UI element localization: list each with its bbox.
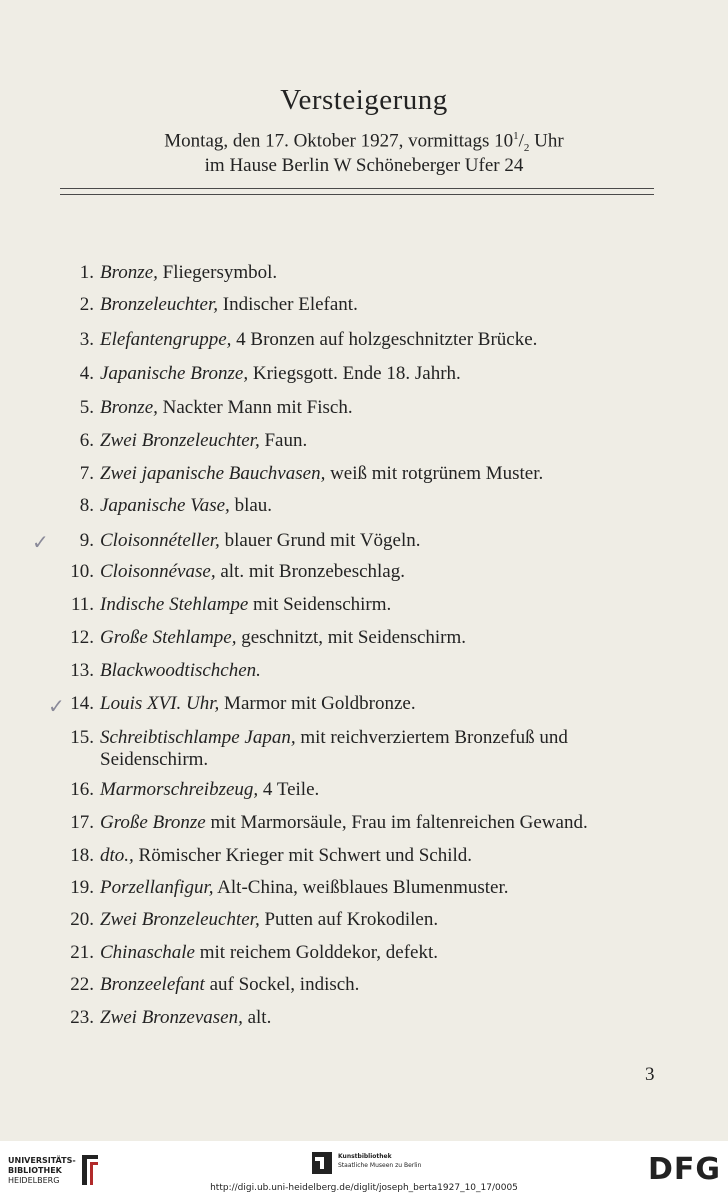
lot-item-details: Römischer Krieger mit Schwert und Schild. bbox=[133, 845, 473, 866]
library-emblem-icon bbox=[78, 1153, 102, 1187]
lot-item-name: Zwei Bronzeleuchter, bbox=[100, 430, 260, 451]
lot-description bbox=[100, 463, 660, 485]
lot-item-name: Japanische Bronze, bbox=[100, 363, 249, 384]
lot-number: 13. bbox=[70, 660, 94, 681]
lot-item-name: Bronzeelefant bbox=[100, 974, 205, 995]
lot-description bbox=[100, 561, 660, 583]
lot-item-details: Alt-China, weißblaues Blumenmuster. bbox=[213, 877, 509, 898]
kb-line2: Staatliche Museen zu Berlin bbox=[338, 1162, 422, 1169]
lot-item-details: blauer Grund mit Vögeln. bbox=[219, 530, 421, 551]
lot-description bbox=[100, 693, 660, 715]
auction-time-suffix: Uhr bbox=[529, 130, 564, 152]
auction-date-line bbox=[0, 130, 728, 154]
lot-item-details: 4 Teile. bbox=[258, 779, 320, 800]
page-title: Versteigerung bbox=[280, 84, 448, 116]
lot-number: 4. bbox=[79, 363, 94, 384]
lot-number: 3. bbox=[79, 329, 94, 350]
lot-number: 5. bbox=[79, 397, 94, 418]
lot-number: 1. bbox=[79, 262, 94, 283]
lot-item-details: blau. bbox=[229, 495, 273, 516]
lot-item-name: Große Stehlampe, bbox=[100, 627, 237, 648]
lot-description bbox=[100, 329, 660, 351]
ub-logo-line1: UNIVERSITÄTS- bbox=[8, 1156, 76, 1165]
lot-item-name: Blackwoodtischchen. bbox=[100, 660, 261, 681]
lot-item-details: mit Marmorsäule, Frau im faltenreichen Gewand. bbox=[205, 812, 588, 833]
lot-item-details: Marmor mit Goldbronze. bbox=[219, 693, 416, 714]
lot-description bbox=[100, 495, 660, 517]
lot-description bbox=[100, 594, 660, 616]
lot-item-details: weiß mit rotgrünem Muster. bbox=[325, 463, 544, 484]
lot-description bbox=[100, 363, 660, 385]
lot-description bbox=[100, 942, 660, 964]
lot-item-name: Cloisonnételler, bbox=[100, 530, 220, 551]
lot-item-name: Zwei Bronzevasen, bbox=[100, 1007, 243, 1028]
lot-item-name: Große Bronze bbox=[100, 812, 206, 833]
lot-item-name: Cloisonnévase, bbox=[100, 561, 216, 582]
divider-rule-bottom bbox=[60, 194, 654, 195]
lot-number: 18. bbox=[70, 845, 94, 866]
lot-description bbox=[100, 430, 660, 452]
lot-number: 2. bbox=[79, 294, 94, 315]
fraction-denominator: 2 bbox=[523, 142, 530, 155]
auction-date-text: Montag, den 17. Oktober 1927, vormittags 10 bbox=[164, 130, 514, 152]
lot-number: 9. bbox=[79, 530, 94, 551]
lot-item-name: Zwei japanische Bauchvasen, bbox=[100, 463, 326, 484]
source-url[interactable]: http://digi.ub.uni-heidelberg.de/diglit/joseph_berta1927_10_17/0005 bbox=[210, 1183, 518, 1193]
lot-item-details: mit reichem Golddekor, defekt. bbox=[195, 942, 438, 963]
lot-item-name: Schreibtischlampe Japan, bbox=[100, 727, 296, 748]
lot-item-details: mit reichverziertem Bronzefuß und Seidenschirm. bbox=[100, 727, 573, 770]
lot-description bbox=[100, 779, 660, 801]
ub-logo-line3: HEIDELBERG bbox=[8, 1176, 60, 1185]
divider-rule-top bbox=[60, 188, 654, 189]
ub-logo-line2: BIBLIOTHEK bbox=[8, 1166, 62, 1175]
lot-item-name: Chinaschale bbox=[100, 942, 195, 963]
dfg-logo: DFG bbox=[648, 1152, 722, 1187]
fraction-slash: / bbox=[518, 130, 524, 152]
lot-number: 16. bbox=[70, 779, 94, 800]
lot-item-name: Bronze, bbox=[100, 397, 158, 418]
lot-number: 22. bbox=[70, 974, 94, 995]
lot-number: 11. bbox=[70, 594, 94, 615]
lot-item-details: Fliegersymbol. bbox=[157, 262, 278, 283]
lot-item-details: 4 Bronzen auf holzgeschnitzter Brücke. bbox=[231, 329, 538, 350]
lot-number: 6. bbox=[79, 430, 94, 451]
kunstbibliothek-label bbox=[338, 1152, 421, 1170]
lot-description bbox=[100, 845, 660, 867]
pencil-check-mark: ✓ bbox=[32, 530, 49, 554]
lot-number: 21. bbox=[70, 942, 94, 963]
lot-item-details: Kriegsgott. Ende 18. Jahrh. bbox=[248, 363, 461, 384]
lot-description bbox=[100, 262, 660, 284]
lot-item-name: Bronzeleuchter, bbox=[100, 294, 219, 315]
auction-location: im Hause Berlin W Schöneberger Ufer 24 bbox=[204, 155, 524, 176]
lot-description bbox=[100, 397, 660, 419]
lot-description bbox=[100, 812, 660, 834]
fraction-numerator: 1 bbox=[513, 130, 519, 142]
lot-number: 14. bbox=[70, 693, 94, 714]
lot-item-name: Indische Stehlampe bbox=[100, 594, 249, 615]
lot-number: 10. bbox=[70, 561, 94, 582]
lot-description bbox=[100, 294, 660, 316]
lot-item-details: Nackter Mann mit Fisch. bbox=[157, 397, 353, 418]
lot-item-details: alt. bbox=[242, 1007, 272, 1028]
lot-item-details: auf Sockel, indisch. bbox=[204, 974, 360, 995]
lot-number: 8. bbox=[79, 495, 94, 516]
lot-description bbox=[100, 660, 660, 682]
lot-description bbox=[100, 530, 660, 552]
lot-item-details: alt. mit Bronzebeschlag. bbox=[215, 561, 405, 582]
kb-line1: Kunstbibliothek bbox=[338, 1153, 392, 1160]
lot-description bbox=[100, 1007, 660, 1029]
lot-item-name: Louis XVI. Uhr, bbox=[100, 693, 220, 714]
page-number: 3 bbox=[645, 1064, 655, 1085]
heidelberg-library-logo bbox=[8, 1156, 76, 1186]
lot-item-name: Zwei Bronzeleuchter, bbox=[100, 909, 260, 930]
lot-item-name: Porzellanfigur, bbox=[100, 877, 214, 898]
pencil-check-mark: ✓ bbox=[48, 694, 65, 718]
lot-description bbox=[100, 627, 660, 649]
lot-item-name: Bronze, bbox=[100, 262, 158, 283]
lot-item-name: Japanische Vase, bbox=[100, 495, 230, 516]
lot-description bbox=[100, 974, 660, 996]
lot-number: 12. bbox=[70, 627, 94, 648]
kunstbibliothek-mark-icon bbox=[312, 1152, 332, 1174]
lot-number: 23. bbox=[70, 1007, 94, 1028]
lot-number: 15. bbox=[70, 727, 94, 748]
lot-item-name: Elefantengruppe, bbox=[100, 329, 232, 350]
lot-description bbox=[100, 909, 660, 931]
lot-item-name: Marmorschreibzeug, bbox=[100, 779, 259, 800]
lot-item-details: Faun. bbox=[259, 430, 308, 451]
lot-description bbox=[100, 877, 660, 899]
lot-number: 19. bbox=[70, 877, 94, 898]
lot-item-details: Putten auf Krokodilen. bbox=[259, 909, 439, 930]
lot-item-details: Indischer Elefant. bbox=[218, 294, 358, 315]
lot-description bbox=[100, 727, 660, 771]
lot-item-details: mit Seidenschirm. bbox=[248, 594, 392, 615]
lot-number: 17. bbox=[70, 812, 94, 833]
lot-number: 20. bbox=[70, 909, 94, 930]
lot-item-details: geschnitzt, mit Seidenschirm. bbox=[236, 627, 467, 648]
lot-item-name: dto., bbox=[100, 845, 134, 866]
lot-number: 7. bbox=[79, 463, 94, 484]
